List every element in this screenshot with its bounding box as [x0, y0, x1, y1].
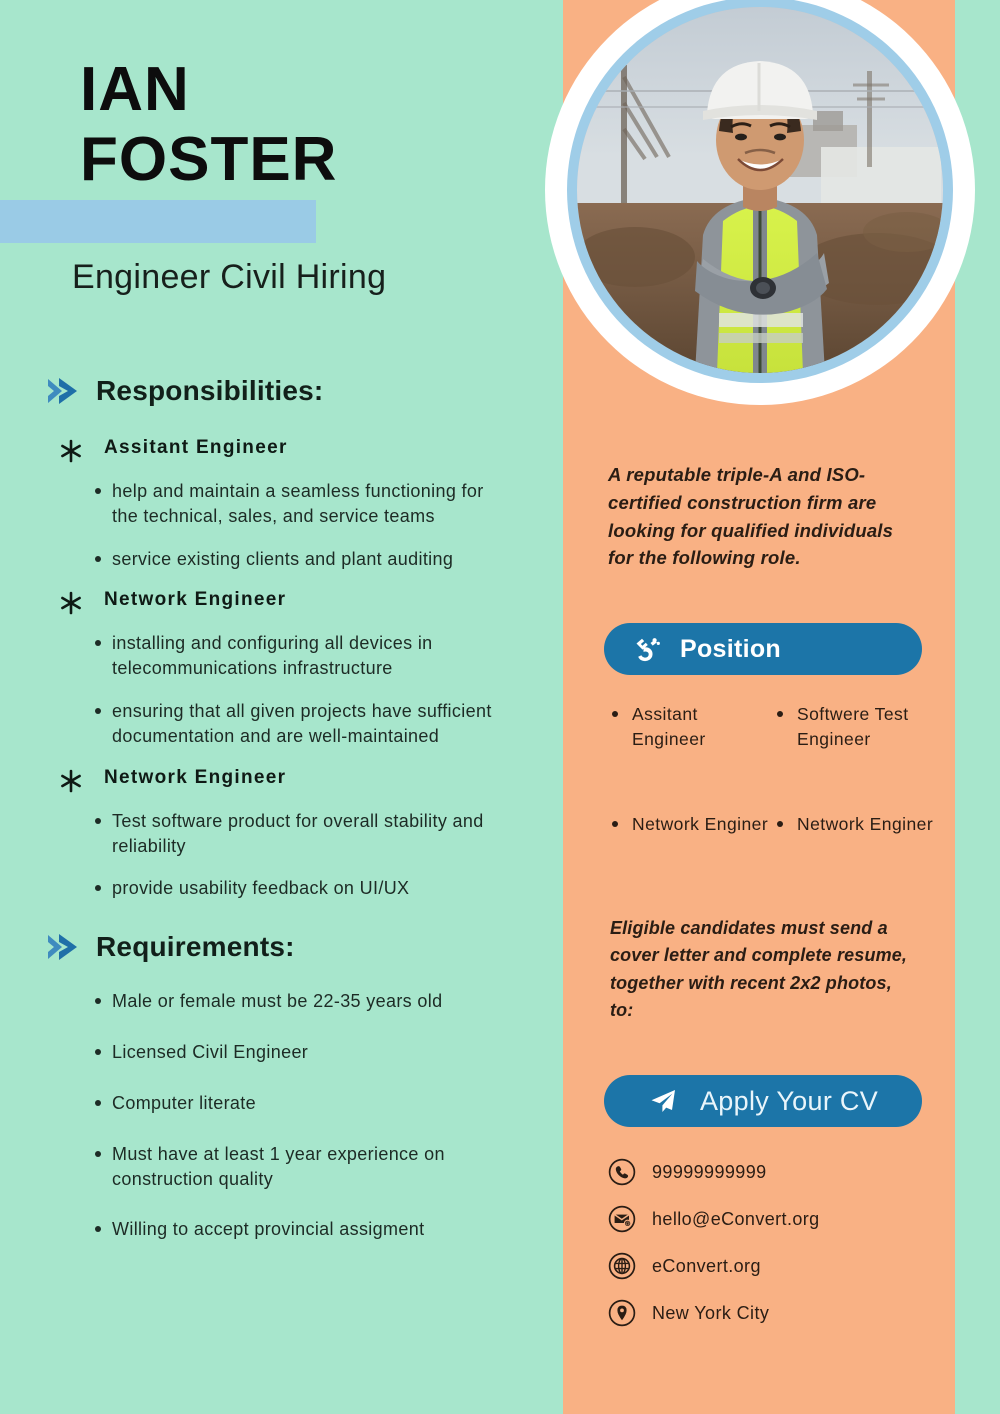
contact-email-text: hello@eConvert.org: [652, 1208, 820, 1229]
list-item: provide usability feedback on UI/UX: [112, 876, 492, 901]
email-icon: [608, 1205, 636, 1233]
job-bullet-list: [0, 479, 560, 571]
list-item: Licensed Civil Engineer: [112, 1040, 512, 1065]
avatar: [577, 7, 943, 373]
job-heading: [0, 767, 560, 793]
asterisk-icon: [60, 769, 82, 793]
blue-accent-bar: [0, 200, 316, 243]
page-title: [80, 55, 550, 195]
requirements-list: [0, 989, 560, 1242]
list-item: Network Enginer: [769, 812, 934, 837]
engineer-photo-illustration: [577, 7, 943, 373]
job-title: Network Engineer: [104, 766, 287, 788]
job-bullet-list: [0, 631, 560, 748]
job-heading: [0, 589, 560, 615]
company-intro-text: A reputable triple-A and ISO-certified construction firm are looking for qualified individuals for the following role.: [608, 464, 894, 569]
asterisk-icon: [60, 439, 82, 463]
asterisk-icon: [60, 591, 82, 615]
contact-location-row[interactable]: [608, 1299, 938, 1327]
list-item: Male or female must be 22-35 years old: [112, 989, 512, 1014]
list-item: help and maintain a seamless functioning for the technical, sales, and service teams: [112, 479, 492, 529]
position-banner-label: Position: [680, 634, 782, 663]
requirements-heading: [0, 931, 560, 963]
apply-button[interactable]: [604, 1075, 922, 1127]
contact-phone-row[interactable]: [608, 1158, 938, 1186]
contact-phone-text: 99999999999: [652, 1161, 767, 1182]
left-content-column: [0, 375, 560, 1268]
list-item: Network Enginer: [604, 812, 769, 837]
double-chevron-right-icon: [46, 932, 80, 962]
responsibilities-heading: [0, 375, 560, 407]
name-first: IAN: [80, 55, 190, 124]
job-title: Assitant Engineer: [104, 437, 288, 458]
contact-website-text: eConvert.org: [652, 1255, 761, 1276]
list-item: Test software product for overall stability and reliability: [112, 809, 492, 859]
job-group: [0, 767, 560, 901]
position-banner: [604, 623, 922, 675]
list-item: Softwere Test Engineer: [769, 702, 934, 752]
job-group: [0, 589, 560, 748]
position-list: [604, 702, 934, 837]
hand-wrench-icon: [632, 634, 662, 664]
job-group: [0, 437, 560, 571]
list-item: Willing to accept provincial assigment: [112, 1217, 512, 1242]
requirements-title: Requirements:: [96, 931, 295, 963]
svg-text:@: @: [625, 1221, 630, 1227]
list-item: Assitant Engineer: [604, 702, 769, 752]
apply-button-label: Apply Your CV: [700, 1085, 879, 1116]
list-item: installing and configuring all devices in telecommunications infrastructure: [112, 631, 492, 681]
globe-icon: [608, 1252, 636, 1280]
double-chevron-right-icon: [46, 376, 80, 406]
job-subtitle: Engineer Civil Hiring: [72, 258, 387, 296]
contact-website-row[interactable]: [608, 1252, 938, 1280]
job-bullet-list: [0, 809, 560, 901]
list-item: Computer literate: [112, 1091, 512, 1116]
contact-details: [608, 1158, 938, 1346]
contact-location-text: New York City: [652, 1302, 770, 1323]
responsibilities-title: Responsibilities:: [96, 375, 324, 406]
job-title: Network Engineer: [104, 589, 287, 611]
list-item: service existing clients and plant auditing: [112, 547, 492, 572]
phone-icon: [608, 1158, 636, 1186]
list-item: ensuring that all given projects have sufficient documentation and are well-maintained: [112, 699, 492, 749]
job-heading: [0, 437, 560, 463]
list-item: Must have at least 1 year experience on construction quality: [112, 1142, 512, 1192]
contact-email-row[interactable]: [608, 1205, 938, 1233]
send-paper-plane-icon: [648, 1086, 678, 1116]
name-last: FOSTER: [80, 125, 338, 195]
application-instructions: Eligible candidates must send a cover letter and complete resume, together with recent 2x2 photos, to:: [610, 918, 908, 1021]
location-pin-icon: [608, 1299, 636, 1327]
